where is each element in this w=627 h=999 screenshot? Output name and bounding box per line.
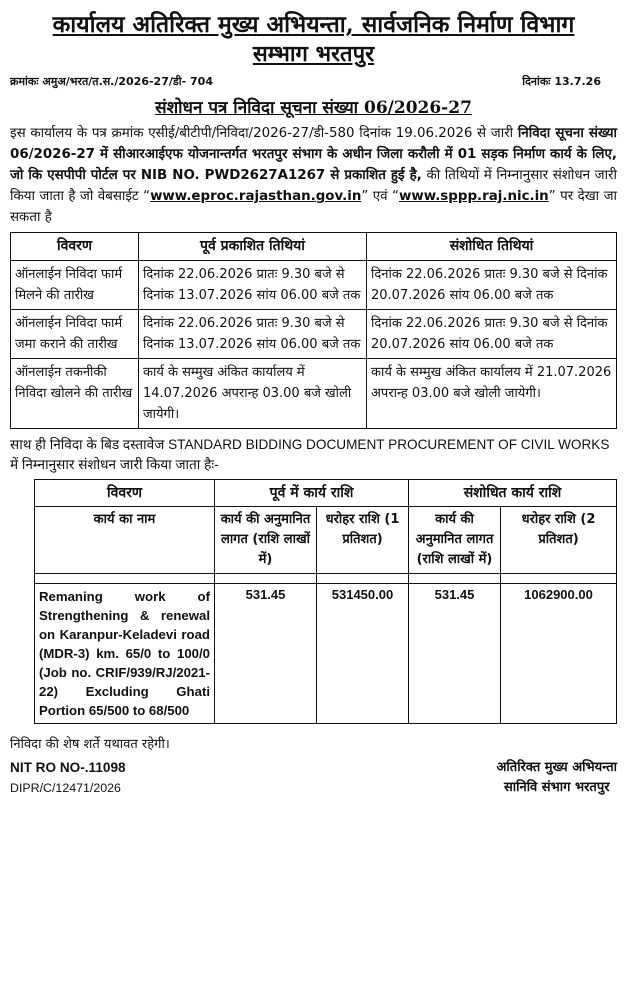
remaining-conditions-note: निविदा की शेष शर्ते यथावत रहेगी। <box>10 737 170 752</box>
bidding-document-note: साथ ही निविदा के बिड दस्तावेज STANDARD BIDDING DOCUMENT PROCUREMENT OF CIVIL WORKS में निम्नानुसार संशोधन जारी किया जाता हैः- <box>10 437 610 472</box>
sppp-link[interactable]: www.sppp.raj.nic.in <box>398 189 549 204</box>
cost-table <box>34 479 617 724</box>
cost-sub-new-emd: धरोहर राशि (2 प्रतिशत) <box>501 507 617 574</box>
notice-subject: संशोधन पत्र निविदा सूचना संख्या 06/2026-27 <box>155 98 472 118</box>
office-division: सम्भाग भरतपुर <box>252 41 375 67</box>
footer-left <box>10 758 126 798</box>
cost-table-wrapper <box>10 479 617 724</box>
cost-table-group-header <box>35 480 617 507</box>
table-row <box>11 261 617 310</box>
dates-cell-previous: दिनांक 22.06.2026 प्रातः 9.30 बजे से दिनांक 13.07.2026 सांय 06.00 बजे तक <box>139 310 367 359</box>
reference-row <box>10 74 617 89</box>
cost-cell-new-cost: 531.45 <box>409 584 501 724</box>
cost-cell-new-emd: 1062900.00 <box>501 584 617 724</box>
cost-sub-old-emd: धरोहर राशि (1 प्रतिशत) <box>317 507 409 574</box>
intro-paragraph <box>10 123 617 228</box>
reference-number: क्रमांकः अमुअ/भरत/त.स./2026-27/डी- 704 <box>10 75 213 88</box>
cost-group-revised: संशोधित कार्य राशि <box>409 480 617 507</box>
dates-cell-description: ऑनलाईन निविदा फार्म मिलने की तारीख <box>11 261 139 310</box>
intro-text-2: की तिथियों में निम्नानुसार संशोधन जारी किया जाता है जो वेबसाईट “ <box>10 168 617 204</box>
dates-cell-description: ऑनलाईन तकनीकी निविदा खोलने की तारीख <box>11 359 139 429</box>
notice-footer <box>10 758 617 798</box>
cost-cell-old-emd: 531450.00 <box>317 584 409 724</box>
table-row <box>11 310 617 359</box>
dates-cell-revised: दिनांक 22.06.2026 प्रातः 9.30 बजे से दिनांक 20.07.2026 सांय 06.00 बजे तक <box>367 261 617 310</box>
nit-ro-number: NIT RO NO-.11098 <box>10 760 126 775</box>
intro-text-4: ” पर देखा जा सकता है <box>10 189 617 225</box>
dates-cell-revised: दिनांक 22.06.2026 प्रातः 9.30 बजे से दिनांक 20.07.2026 सांय 06.00 बजे तक <box>367 310 617 359</box>
signatory-office: सानिवि संभाग भरतपुर <box>503 780 610 795</box>
dates-header-previous: पूर्व प्रकाशित तिथियां <box>139 233 367 261</box>
eproc-link[interactable]: www.eproc.rajasthan.gov.in <box>150 189 362 204</box>
dates-header-description: विवरण <box>11 233 139 261</box>
cost-group-previous: पूर्व में कार्य राशि <box>215 480 409 507</box>
dates-cell-previous: कार्य के सम्मुख अंकित कार्यालय में 14.07.2026 अपरान्ह 03.00 बजे खोली जायेगी। <box>139 359 367 429</box>
table-row <box>35 584 617 724</box>
intro-text-1: इस कार्यालय के पत्र क्रमांक एसीई/बीटीपी/निविदा/2026-27/डी-580 दिनांक 19.06.2026 से जारी <box>10 126 518 141</box>
dates-cell-description: ऑनलाईन निविदा फार्म जमा कराने की तारीख <box>11 310 139 359</box>
cost-sub-old-cost: कार्य की अनुमानित लागत (राशि लाखों में) <box>215 507 317 574</box>
intro-bold-text: निविदा सूचना संख्या 06/2026-27 में सीआरआईएफ योजनान्तर्गत भरतपुर संभाग के अधीन जिला करौली में 01 सड़क निर्माण कार्य के लिए, जो कि एसपीपी पोर्टल पर NIB NO. PWD2627A1267 से प्रकाशित हुई है, <box>10 126 618 183</box>
dates-header-revised: संशोधित तिथियां <box>367 233 617 261</box>
cost-sub-work-name: कार्य का नाम <box>35 507 215 574</box>
office-header <box>10 10 617 68</box>
dates-cell-revised: कार्य के सम्मुख अंकित कार्यालय में 21.07.2026 अपरान्ह 03.00 बजे खोली जायेगी। <box>367 359 617 429</box>
reference-date: दिनांकः 13.7.26 <box>522 75 601 88</box>
signature-block <box>496 758 617 798</box>
intro-text-3: ” एवं “ <box>361 189 399 204</box>
cost-table-spacer <box>35 574 617 584</box>
cost-cell-work: Remaning work of Strengthening & renewal on Karanpur-Keladevi road (MDR-3) km. 65/0 to 100/0 (Job no. CRIF/939/RJ/2021-22) Excluding Ghati Portion 65/500 to 68/500 <box>35 584 215 724</box>
signatory-title: अतिरिक्त मुख्य अभियन्ता <box>496 760 617 775</box>
cost-table-sub-header <box>35 507 617 574</box>
office-title: कार्यालय अतिरिक्त मुख्य अभियन्ता, सार्वजनिक निर्माण विभाग <box>52 11 575 38</box>
cost-group-description: विवरण <box>35 480 215 507</box>
cost-sub-new-cost: कार्य की अनुमानित लागत (राशि लाखों में) <box>409 507 501 574</box>
dates-cell-previous: दिनांक 22.06.2026 प्रातः 9.30 बजे से दिनांक 13.07.2026 सांय 06.00 बजे तक <box>139 261 367 310</box>
table-row <box>11 359 617 429</box>
dates-table <box>10 232 617 429</box>
cost-cell-old-cost: 531.45 <box>215 584 317 724</box>
dipr-number: DIPR/C/12471/2026 <box>10 781 121 795</box>
dates-table-header <box>11 233 617 261</box>
